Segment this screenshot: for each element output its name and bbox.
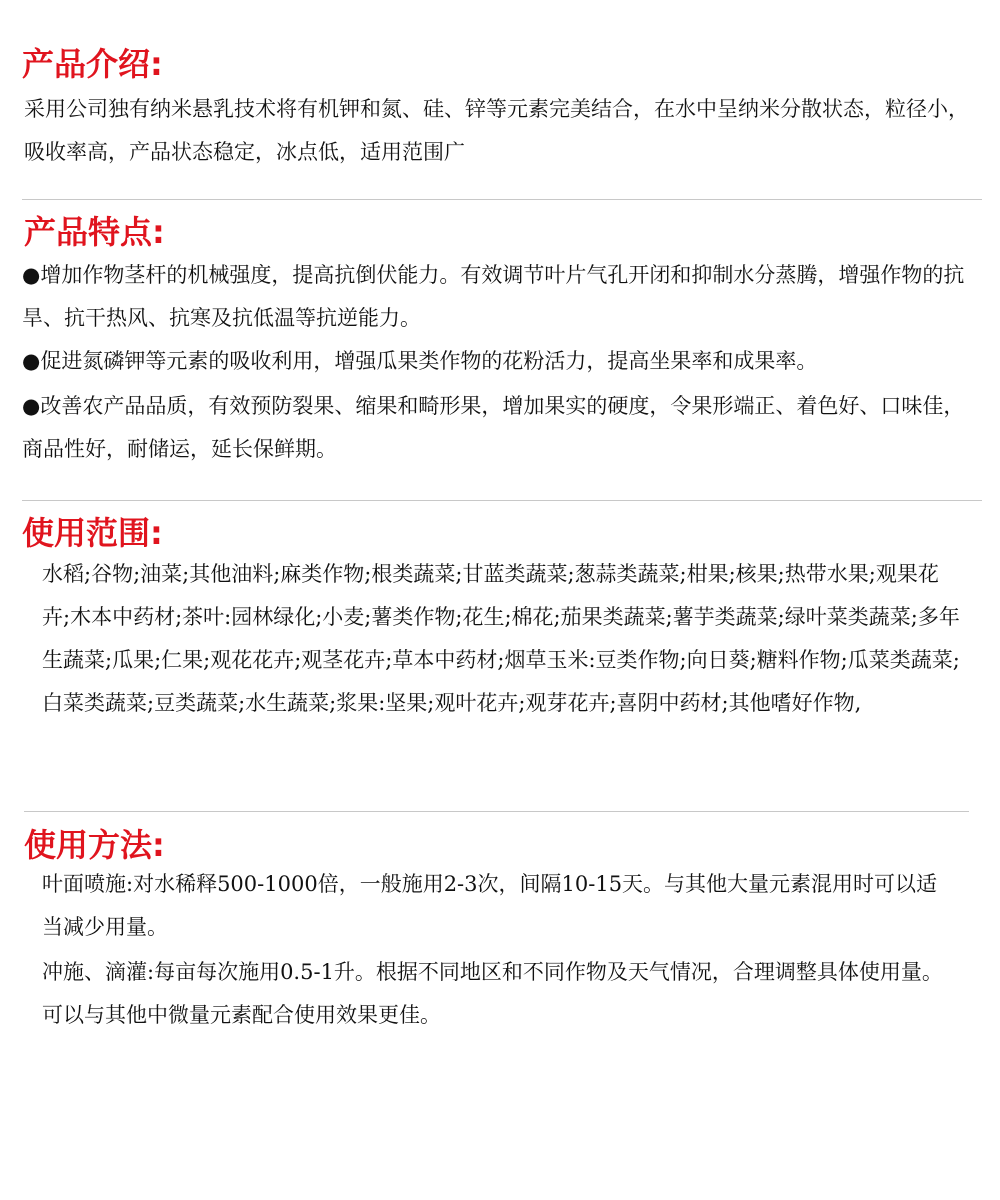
scope-text: 水稻;谷物;油菜;其他油料;麻类作物;根类蔬菜;甘蓝类蔬菜;葱蒜类蔬菜;柑果;核果;热带水果;观果花卉;木本中药材;茶叶:园林绿化;小麦;薯类作物;花生;棉花;茄果类蔬菜;薯芋类蔬菜;绿叶菜类蔬菜;多年生蔬菜;瓜果;仁果;观花花卉;观茎花卉;草本中药材;烟草玉米:豆类作物;向日葵;糖料作物;瓜菜类蔬菜;白菜类蔬菜;豆类蔬菜;水生蔬菜;浆果:坚果;观叶花卉;观芽花卉;喜阴中药材;其他嗜好作物,	[42, 562, 960, 715]
intro-heading: 产品介绍:	[22, 45, 163, 83]
usage-item-2: 冲施、滴灌:每亩每次施用0.5-1升。根据不同地区和不同作物及天气情况，合理调整具体使用量。可以与其他中微量元素配合使用效果更佳。	[42, 960, 943, 1027]
usage-item-1: 叶面喷施:对水稀释500-1000倍，一般施用2-3次，间隔10-15天。与其他大量元素混用时可以适当减少用量。	[42, 872, 938, 939]
feature-item-1: ●增加作物茎杆的机械强度，提高抗倒伏能力。有效调节叶片气孔开闭和抑制水分蒸腾，增强作物的抗旱、抗干热风、抗寒及抗低温等抗逆能力。	[22, 263, 965, 330]
divider-3	[24, 811, 969, 812]
feature-item-2: ●促进氮磷钾等元素的吸收利用，增强瓜果类作物的花粉活力，提高坐果率和成果率。	[22, 349, 818, 373]
divider-1	[22, 199, 982, 200]
usage-heading: 使用方法:	[24, 826, 165, 864]
divider-2	[22, 500, 982, 501]
feature-item-3: ●改善农产品品质，有效预防裂果、缩果和畸形果，增加果实的硬度，令果形端正、着色好、口味佳，商品性好，耐储运，延长保鲜期。	[22, 394, 965, 461]
intro-text: 采用公司独有纳米悬乳技术将有机钾和氮、硅、锌等元素完美结合，在水中呈纳米分散状态，粒径小，吸收率高，产品状态稳定，冰点低，适用范围广	[24, 97, 969, 164]
features-heading: 产品特点:	[24, 213, 165, 251]
scope-heading: 使用范围:	[22, 514, 163, 552]
